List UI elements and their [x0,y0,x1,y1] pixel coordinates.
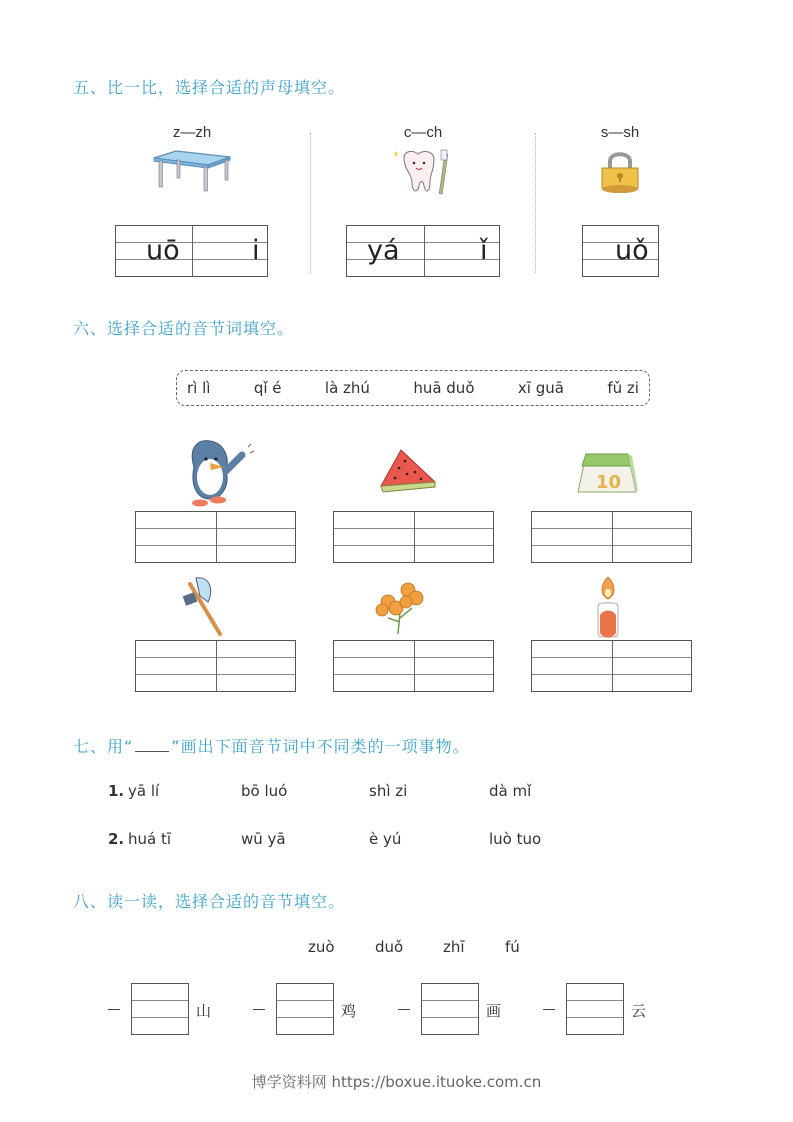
writing-box-4[interactable] [566,983,624,1035]
syllable-option: duǒ [375,938,404,956]
writing-grid-axe[interactable] [135,640,296,692]
axe-icon [180,574,230,638]
word-option: xī guā [517,379,564,397]
word-choice[interactable]: è yú [369,830,402,848]
syllable-part: uō [146,235,180,266]
calendar-number: 10 [596,472,622,493]
syllable-option: fú [505,938,520,956]
word-choice[interactable]: huá tī [128,830,172,848]
writing-box-1[interactable] [131,983,189,1035]
dotted-divider [310,133,311,273]
writing-grid-c-ch[interactable] [346,225,500,277]
word-choice[interactable]: wū yā [241,830,286,848]
dotted-divider [535,133,536,273]
writing-grid-s-sh[interactable] [582,225,659,277]
writing-grid-flower[interactable] [333,640,494,692]
word-option: huā duǒ [413,379,475,397]
word-choice[interactable]: dà mǐ [489,782,532,800]
writing-grid-z-zh[interactable] [115,225,268,277]
calendar-icon [570,448,640,498]
word-option: fǔ zi [607,379,639,397]
word-suffix: 画 [486,1002,502,1020]
word-option: qǐ é [253,379,282,397]
candle-icon [592,575,624,641]
syllable-part: uǒ [615,235,649,266]
prefix-yi [543,1009,555,1010]
word-option: là zhú [324,379,370,397]
writing-grid-watermelon[interactable] [333,511,494,563]
word-bank [176,370,650,406]
word-option: rì lì [187,379,211,397]
underline-sample [135,737,169,752]
footer-watermark: 博学资料网 https://boxue.ituoke.com.cn [251,1073,542,1091]
section5-title: 五、比一比，选择合适的声母填空。 [73,78,346,97]
word-choice[interactable]: yā lí [128,782,160,800]
writing-grid-penguin[interactable] [135,511,296,563]
word-suffix: 鸡 [341,1002,357,1020]
watermelon-icon [377,446,437,494]
word-choice[interactable]: shì zi [369,782,408,800]
flower-icon [372,578,428,636]
prefix-yi [108,1009,120,1010]
syllable-part: i [252,235,260,266]
pair-label-c-ch: c—ch [403,124,443,141]
syllable-part: yá [367,235,400,266]
syllable-option: zhī [443,938,465,956]
section8-title: 八、读一读，选择合适的音节填空。 [73,892,346,911]
pair-label-z-zh: z—zh [172,124,212,141]
writing-grid-calendar[interactable] [531,511,692,563]
prefix-yi [253,1009,265,1010]
lock-icon [598,150,642,196]
table-icon [150,148,234,194]
writing-grid-candle[interactable] [531,640,692,692]
prefix-yi [398,1009,410,1010]
pair-label-s-sh: s—sh [600,124,640,141]
word-choice[interactable]: bō luó [241,782,288,800]
syllable-part: ǐ [480,235,488,266]
penguin-icon [180,437,260,511]
section7-title: 七、用“ ”画出下面音节词中不同类的一项事物。 [73,737,470,756]
tooth-icon [390,148,460,196]
word-suffix: 云 [631,1002,647,1020]
writing-box-2[interactable] [276,983,334,1035]
syllable-option: zuò [308,938,335,956]
writing-box-3[interactable] [421,983,479,1035]
word-choice[interactable]: luò tuo [489,830,542,848]
word-suffix: 山 [196,1002,212,1020]
section6-title: 六、选择合适的音节词填空。 [73,319,295,338]
